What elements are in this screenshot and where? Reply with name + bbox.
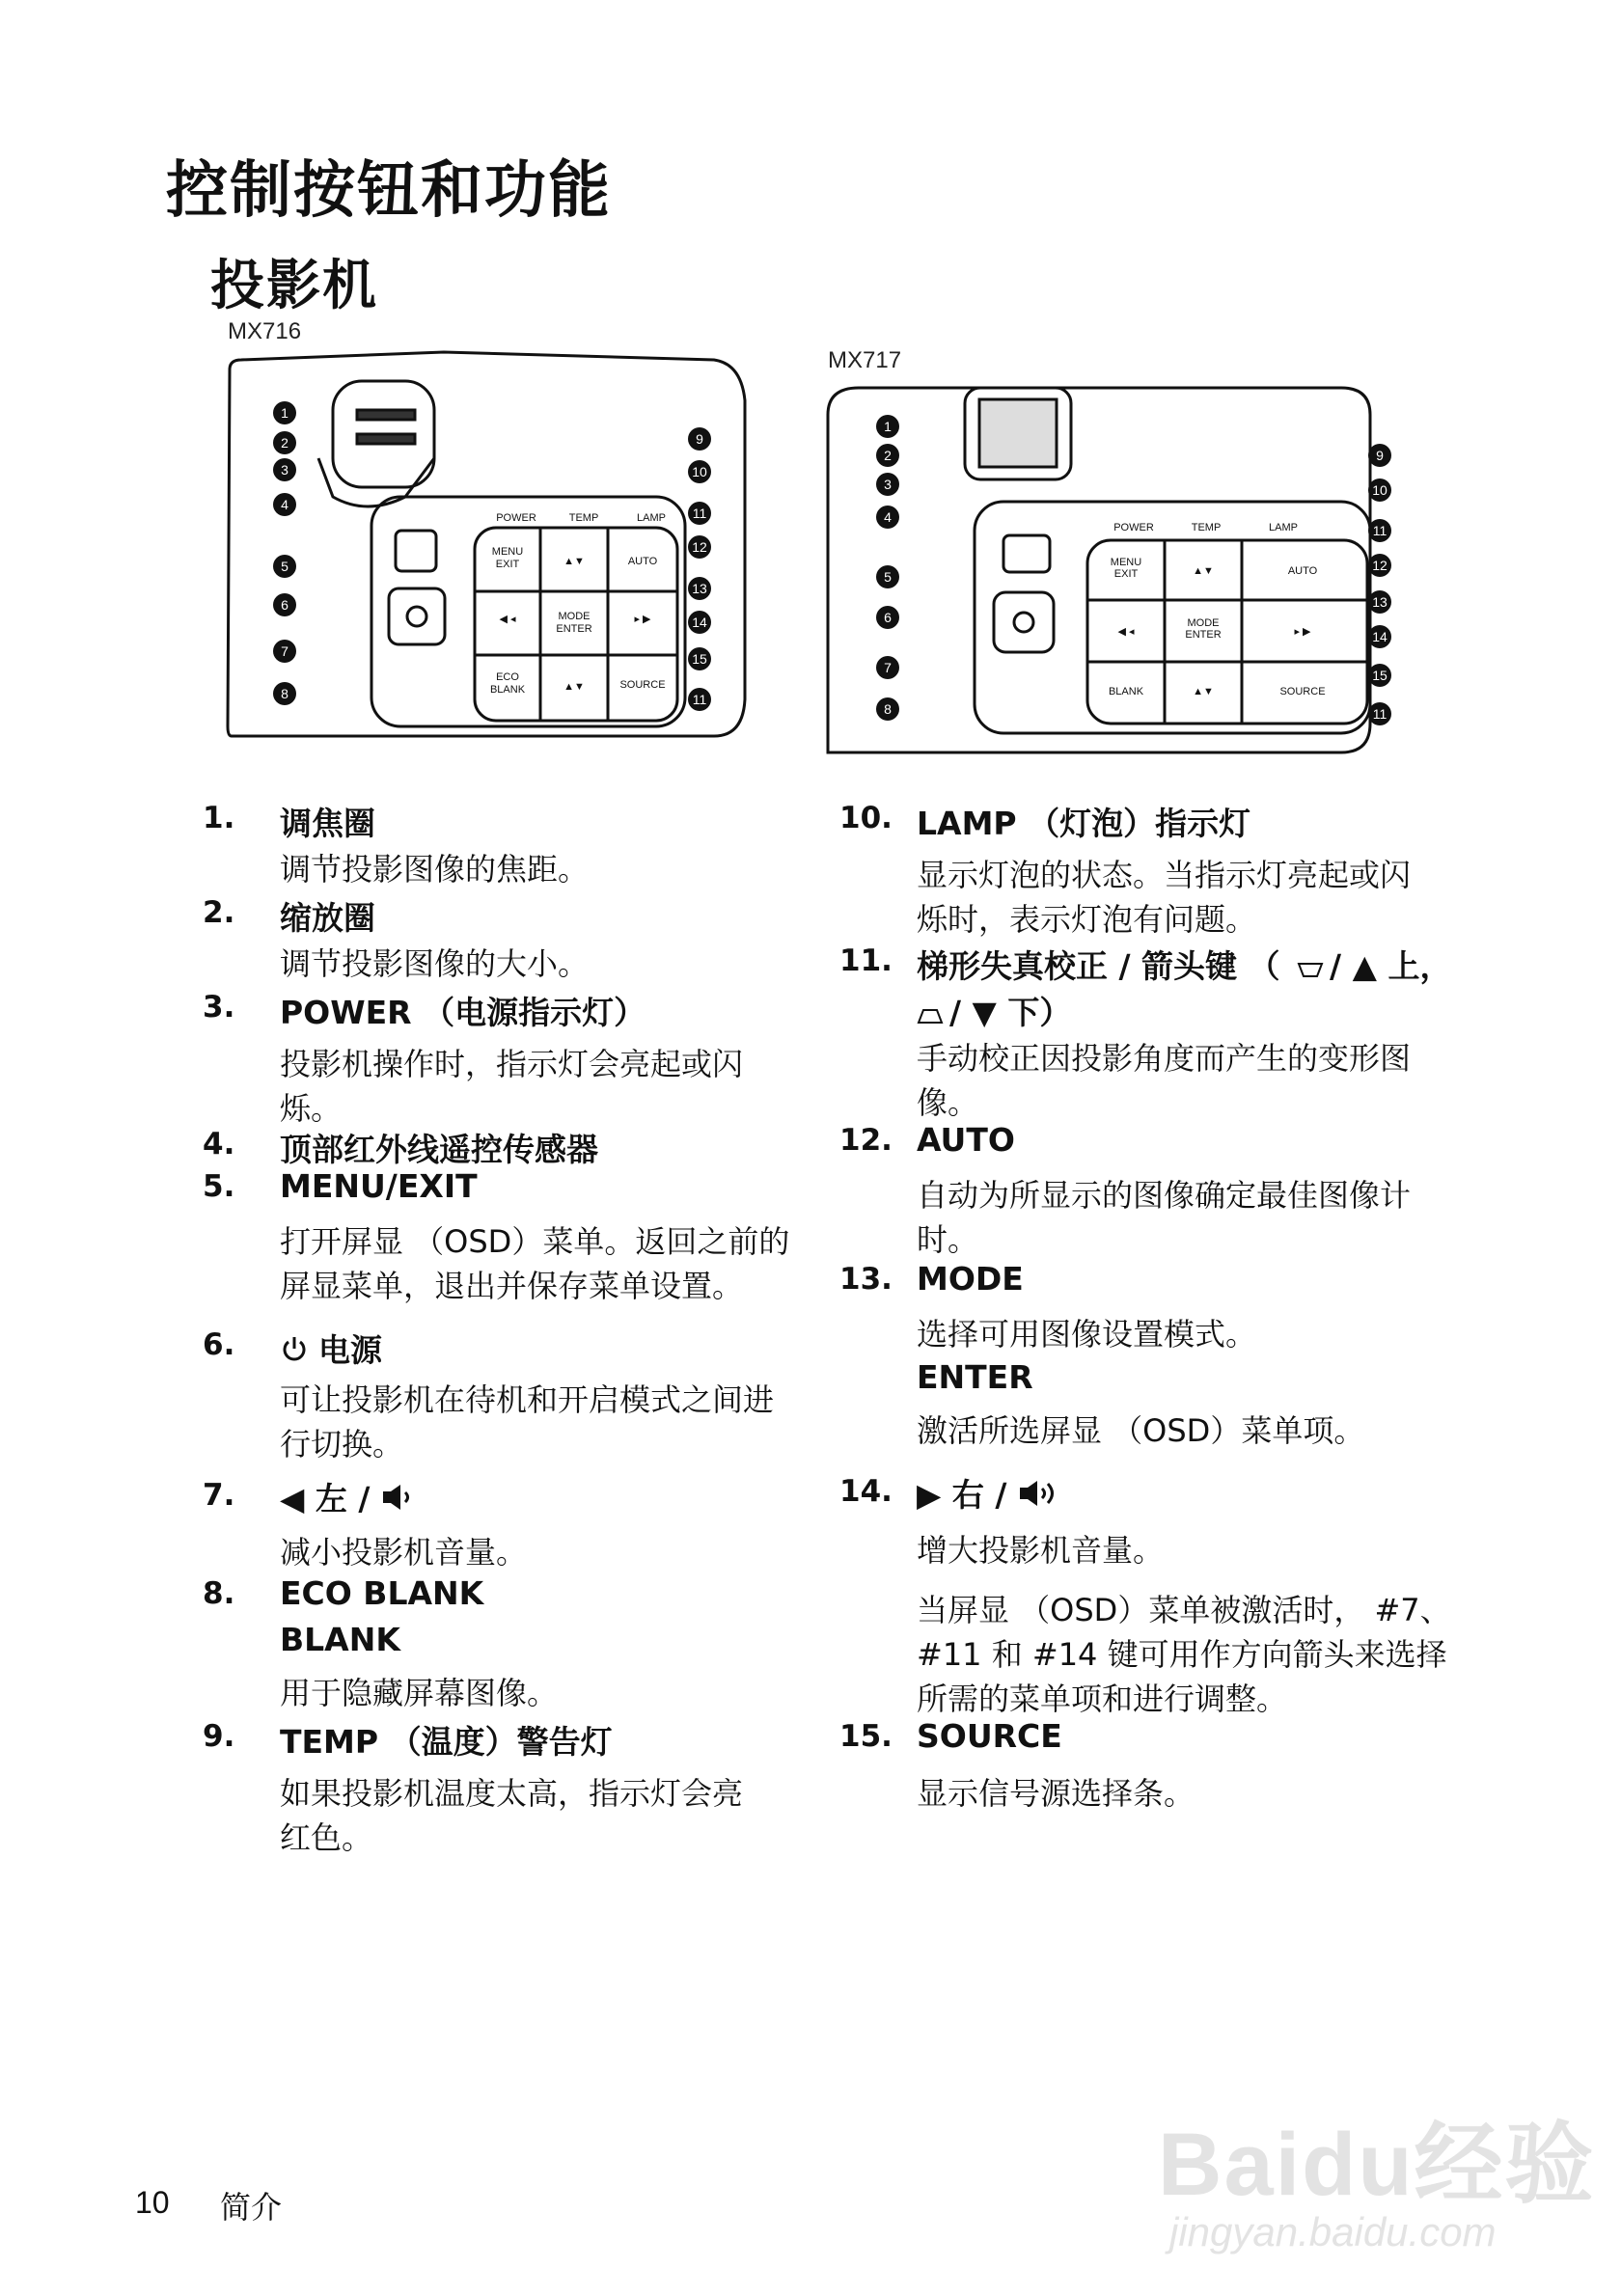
callout-7: 7 [281, 643, 288, 659]
callout-3: 3 [281, 462, 288, 478]
item-desc: 烁。 [280, 1090, 343, 1127]
item-heading: 调焦圈 [280, 805, 375, 842]
volume-down-icon [381, 1482, 422, 1520]
item-number: 6. [203, 1327, 235, 1362]
volume-up-icon: ▸ ▶ [634, 614, 651, 625]
callout-10: 10 [692, 464, 707, 479]
item-desc: 可让投影机在待机和开启模式之间进 [280, 1381, 775, 1418]
callout-8: 8 [281, 686, 288, 701]
item-desc: 像。 [917, 1084, 979, 1121]
item-heading-alt: BLANK [280, 1621, 400, 1658]
callout-11: 11 [1372, 523, 1387, 538]
item-heading: POWER （电源指示灯） [280, 994, 646, 1031]
auto-label: AUTO [627, 556, 658, 567]
item-number: 15. [839, 1719, 893, 1754]
callout-9: 9 [696, 431, 703, 447]
item-desc: 烁时，表示灯泡有问题。 [917, 901, 1257, 938]
item-heading-alt: ENTER [917, 1358, 1033, 1396]
model-label-mx717: MX717 [828, 347, 902, 373]
item-heading: 梯形失真校正 / 箭头键 （ [917, 947, 1280, 985]
arrow-up-icon: ▲▼ [1193, 565, 1214, 577]
enter-label: ENTER [556, 623, 592, 635]
item-heading: MODE [917, 1260, 1024, 1298]
callout-6: 6 [884, 610, 892, 625]
item-heading-row [280, 1326, 382, 1371]
power-label: POWER [496, 512, 536, 524]
item-desc: 增大投影机音量。 [917, 1532, 1165, 1569]
item-number: 12. [839, 1123, 893, 1158]
item-desc: 调节投影图像的焦距。 [280, 851, 590, 888]
page-title: 控制按钮和功能 [166, 155, 612, 227]
item-desc: 用于隐藏屏幕图像。 [280, 1675, 559, 1711]
exit-label: EXIT [1113, 568, 1139, 580]
callout-5: 5 [281, 559, 288, 574]
volume-up-icon [1018, 1478, 1066, 1517]
menu-label: MENU [1110, 557, 1142, 568]
item-heading: TEMP （温度）警告灯 [280, 1723, 613, 1761]
callout-1: 1 [281, 405, 288, 421]
callout-14: 14 [1372, 629, 1387, 644]
item-desc: 行切换。 [280, 1426, 404, 1462]
mode-label: MODE [558, 611, 591, 622]
section-title: 投影机 [210, 255, 378, 317]
lamp-label: LAMP [1269, 522, 1298, 533]
item-number: 14. [839, 1474, 893, 1509]
source-label: SOURCE [619, 679, 666, 691]
callout-7: 7 [884, 660, 892, 675]
item-number: 7. [203, 1478, 235, 1513]
callout-9: 9 [1376, 448, 1384, 463]
callout-12: 12 [692, 539, 707, 555]
item-heading: ▶ 右 / [917, 1476, 1007, 1514]
callout-1: 1 [884, 419, 892, 434]
lamp-label: LAMP [637, 512, 666, 524]
item-desc: 减小投影机音量。 [280, 1534, 528, 1571]
item-desc: 如果投影机温度太高，指示灯会亮 [280, 1775, 744, 1812]
item-desc: 显示信号源选择条。 [917, 1775, 1195, 1812]
exit-label: EXIT [495, 559, 520, 570]
item-heading-part: / ▲ 上， [1330, 947, 1452, 985]
power-icon [280, 1333, 309, 1371]
callout-3: 3 [884, 477, 892, 492]
callout-12: 12 [1372, 558, 1387, 573]
item-desc: 激活所选屏显 （OSD）菜单项。 [917, 1412, 1365, 1449]
item-number: 10. [839, 801, 893, 835]
arrow-up-icon: ▲▼ [563, 556, 585, 567]
volume-up-icon: ▸ ▶ [1294, 626, 1311, 638]
callout-15: 15 [692, 651, 707, 667]
item-heading: AUTO [917, 1121, 1015, 1159]
item-number: 4. [203, 1127, 235, 1162]
callout-11b: 11 [1372, 706, 1387, 722]
item-desc: 投影机操作时，指示灯会亮起或闪 [280, 1046, 744, 1082]
item-desc: 调节投影图像的大小。 [280, 945, 590, 982]
item-desc: 当屏显 （OSD）菜单被激活时， #7、 [917, 1592, 1451, 1628]
auto-label: AUTO [1287, 565, 1318, 577]
callout-6: 6 [281, 597, 288, 613]
item-heading-row [917, 988, 1071, 1033]
item-number: 13. [839, 1262, 893, 1297]
item-heading-part: / ▼ 下） [949, 994, 1072, 1031]
enter-label: ENTER [1185, 629, 1222, 641]
item-heading: MENU/EXIT [280, 1167, 478, 1205]
blank-label: BLANK [489, 684, 526, 696]
item-number: 3. [203, 990, 235, 1025]
power-label: POWER [1113, 522, 1154, 533]
item-heading-row [917, 1470, 1066, 1517]
item-desc: 所需的菜单项和进行调整。 [917, 1681, 1288, 1717]
volume-down-icon: ◀ ◂ [499, 614, 516, 625]
item-desc: 手动校正因投影角度而产生的变形图 [917, 1040, 1412, 1077]
item-desc: 时。 [917, 1221, 979, 1258]
item-desc: 显示灯泡的状态。当指示灯亮起或闪 [917, 857, 1412, 893]
menu-label: MENU [491, 546, 524, 558]
item-heading: 缩放圈 [280, 899, 375, 937]
item-heading-row [280, 1474, 422, 1520]
watermark-url: jingyan.baidu.com [1169, 2209, 1497, 2255]
item-heading: ECO BLANK [280, 1574, 484, 1612]
footer-section: 简介 [220, 2189, 283, 2226]
item-number: 8. [203, 1576, 235, 1611]
page-number: 10 [135, 2185, 170, 2220]
item-desc: 屏显菜单，退出并保存菜单设置。 [280, 1268, 744, 1304]
item-desc: 红色。 [280, 1819, 373, 1856]
callout-5: 5 [884, 569, 892, 585]
mode-label: MODE [1187, 617, 1220, 629]
item-number: 2. [203, 895, 235, 930]
callout-4: 4 [281, 497, 288, 512]
item-desc: 打开屏显 （OSD）菜单。返回之前的 [280, 1223, 790, 1260]
item-desc: #11 和 #14 键可用作方向箭头来选择 [917, 1636, 1447, 1673]
temp-label: TEMP [568, 512, 599, 524]
blank-label: BLANK [1108, 686, 1144, 697]
callout-2: 2 [884, 448, 892, 463]
callout-10: 10 [1372, 482, 1387, 498]
item-heading: 电源 [318, 1331, 382, 1369]
arrow-down-icon: ▲▼ [1193, 686, 1214, 697]
mx716-diagram [212, 342, 762, 748]
model-label-mx716: MX716 [228, 318, 302, 344]
callout-15: 15 [1372, 668, 1387, 683]
callout-4: 4 [884, 509, 892, 525]
source-label: SOURCE [1279, 686, 1326, 697]
callout-13: 13 [1372, 594, 1387, 610]
callout-11b: 11 [692, 692, 707, 707]
item-number: 5. [203, 1169, 235, 1204]
item-heading: ◀ 左 / [280, 1480, 371, 1517]
eco-label: ECO [496, 671, 519, 683]
keystone-up-icon [1297, 949, 1324, 987]
watermark-brand: Baidu经验 [1158, 2116, 1596, 2214]
callout-11: 11 [692, 506, 707, 521]
callout-8: 8 [884, 701, 892, 717]
mx717-diagram [820, 376, 1418, 762]
keystone-down-icon [917, 996, 944, 1033]
item-number: 9. [203, 1719, 235, 1754]
item-desc: 自动为所显示的图像确定最佳图像计 [917, 1177, 1412, 1214]
callout-2: 2 [281, 435, 288, 451]
callout-14: 14 [692, 615, 707, 630]
callout-13: 13 [692, 581, 707, 596]
item-heading-row [917, 942, 1451, 987]
item-number: 11. [839, 943, 893, 978]
arrow-down-icon: ▲▼ [563, 681, 585, 693]
volume-down-icon: ◀ ◂ [1117, 626, 1135, 638]
item-heading: SOURCE [917, 1717, 1062, 1755]
item-number: 1. [203, 801, 235, 835]
item-heading: LAMP （灯泡）指示灯 [917, 805, 1251, 842]
item-desc: 选择可用图像设置模式。 [917, 1316, 1257, 1353]
item-heading: 顶部红外线遥控传感器 [280, 1131, 598, 1168]
temp-label: TEMP [1191, 522, 1222, 533]
